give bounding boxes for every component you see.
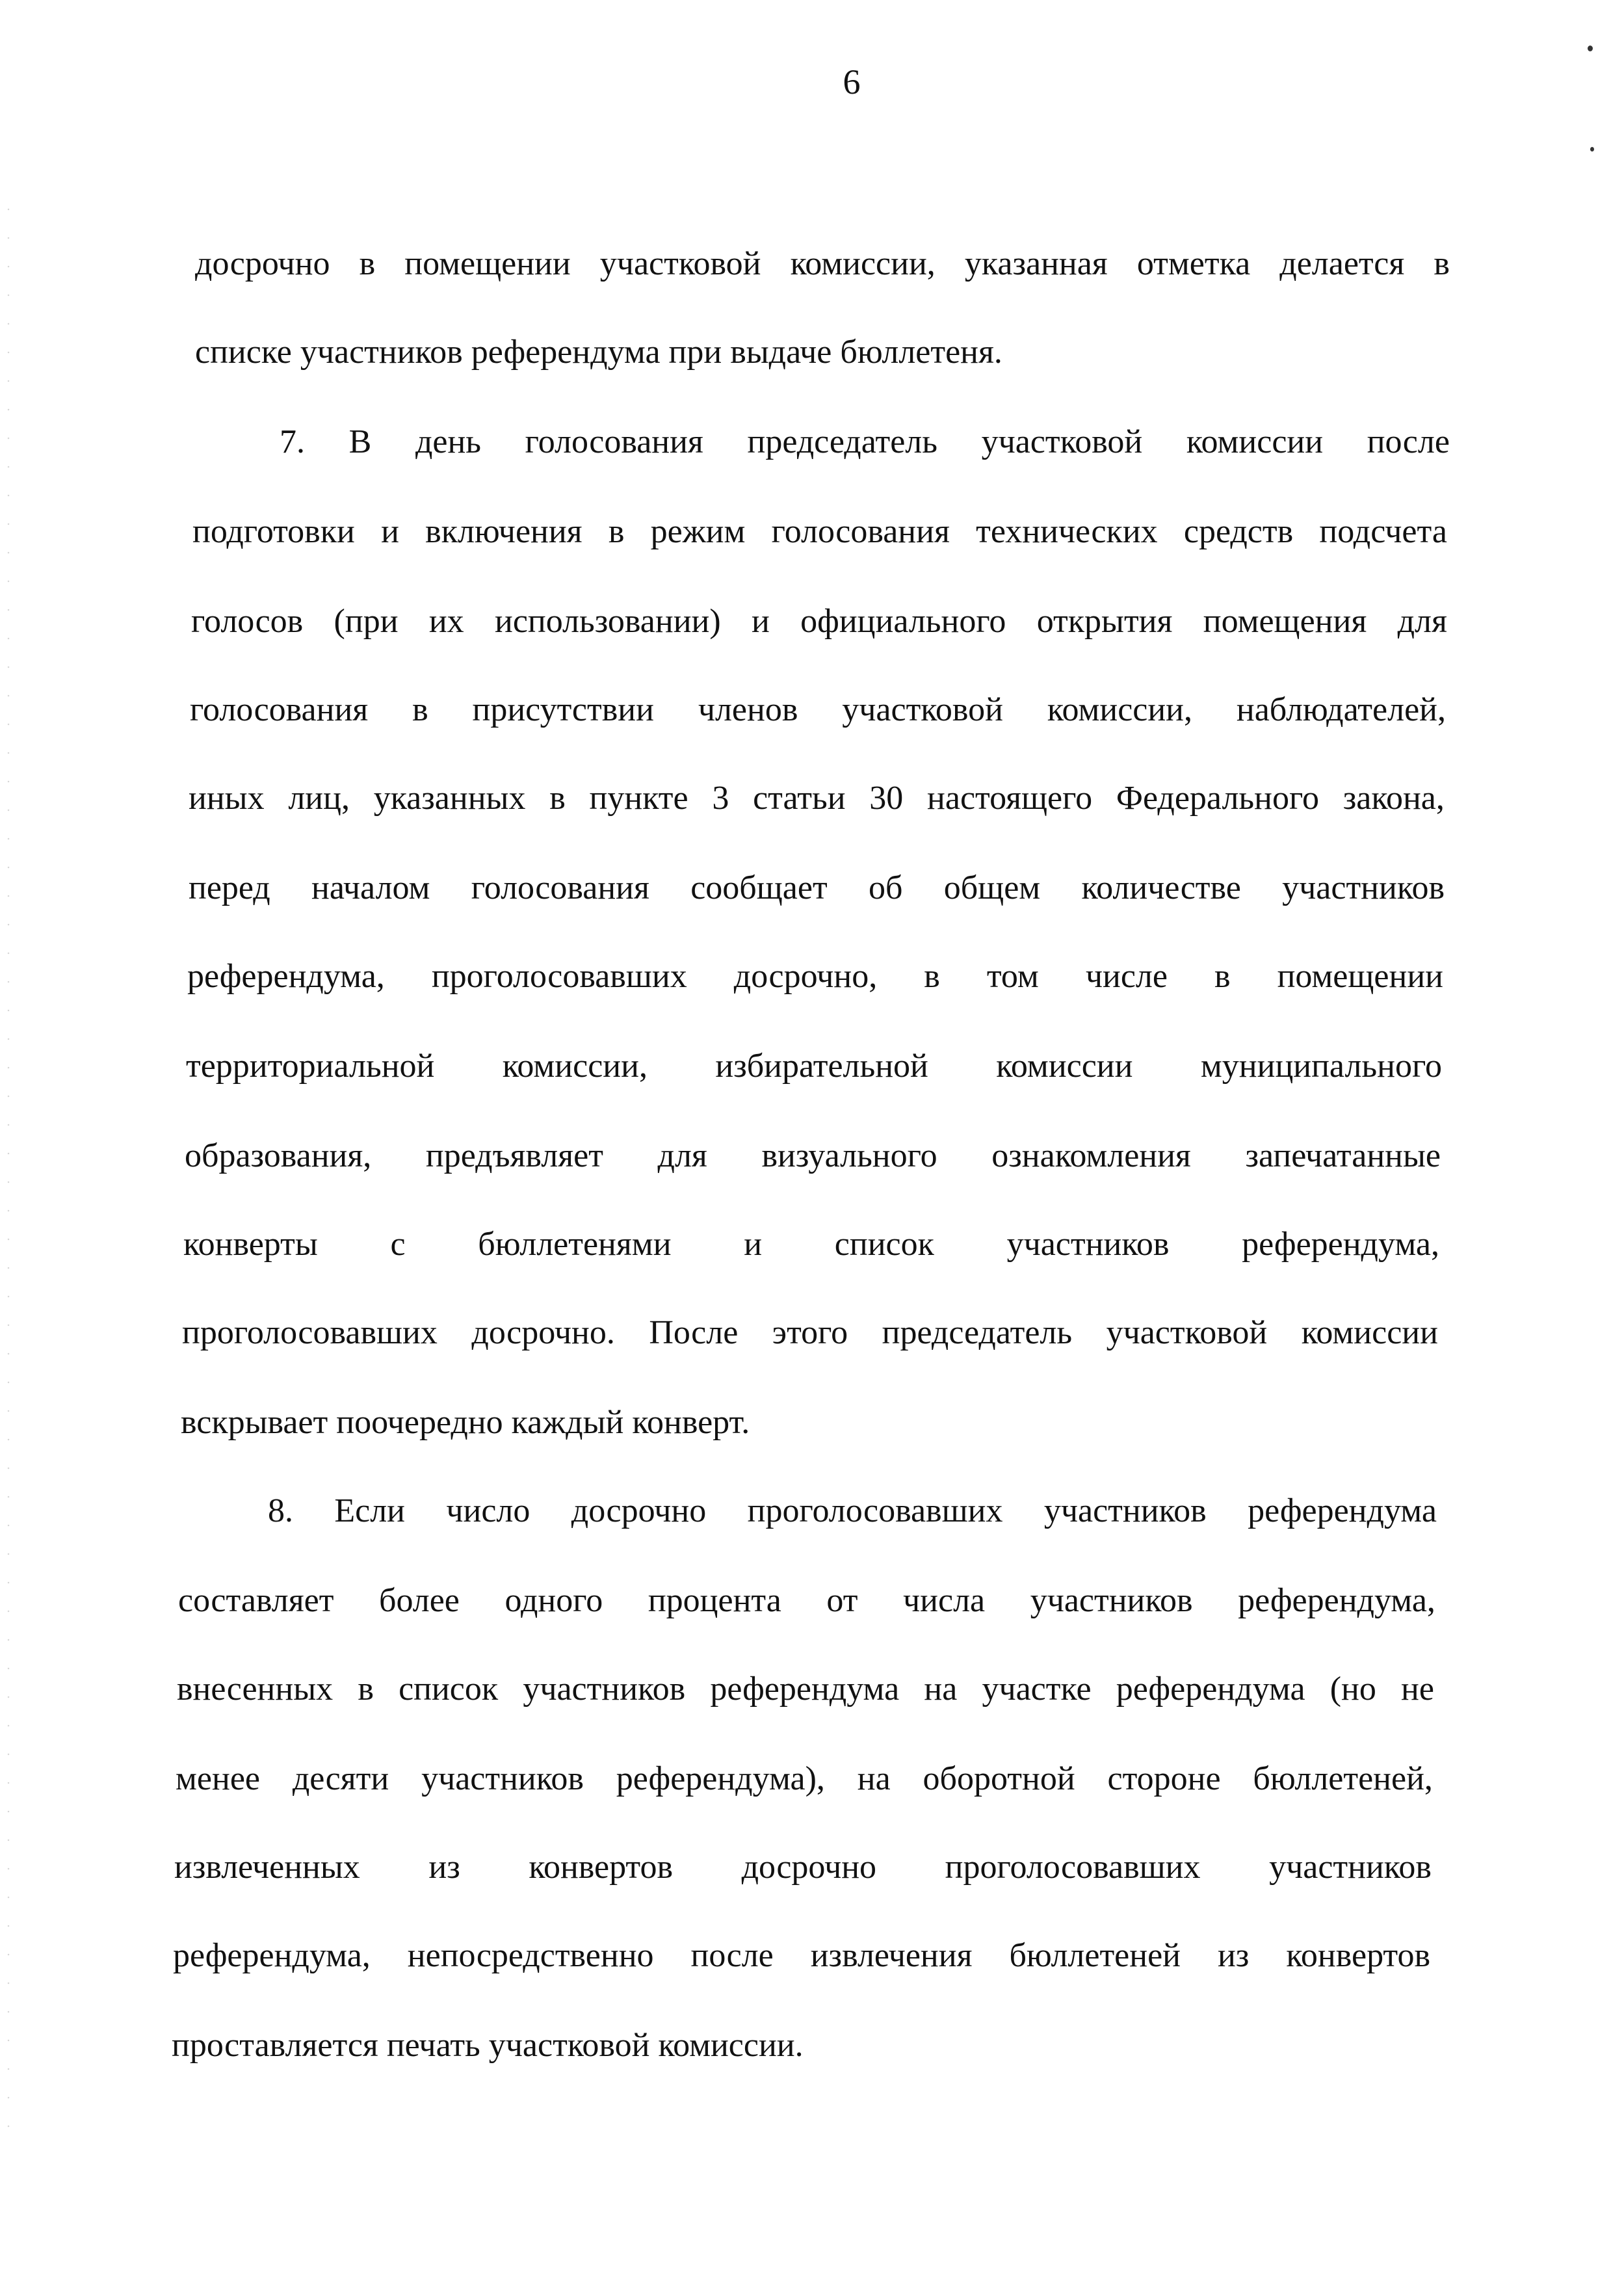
word: день <box>415 423 482 460</box>
text-line <box>176 1758 1433 1800</box>
word: сообщает <box>690 869 828 906</box>
word: референдума <box>1248 1492 1437 1529</box>
word: голосования <box>190 691 369 728</box>
word: общем <box>943 869 1041 906</box>
word: комиссии <box>996 1048 1133 1085</box>
word: список <box>834 1226 934 1263</box>
word: числа <box>903 1582 986 1619</box>
page-number: 6 <box>843 62 861 101</box>
word: на <box>924 1670 958 1707</box>
word: Федерального <box>1116 780 1319 817</box>
word: (при <box>334 603 399 640</box>
word: открытия <box>1036 603 1173 640</box>
word: статьи <box>753 780 846 817</box>
text-line <box>280 421 1450 463</box>
word: отметка <box>1136 245 1251 282</box>
word: более <box>379 1582 460 1619</box>
word: пункте <box>589 780 688 817</box>
word: от <box>826 1582 858 1619</box>
scan-speck <box>1588 46 1593 51</box>
word: в <box>1214 958 1231 995</box>
word: процента <box>648 1582 781 1619</box>
word: Если <box>334 1492 405 1529</box>
word: референдума), <box>616 1760 825 1797</box>
word: 8. <box>268 1492 293 1529</box>
word: указанная <box>964 245 1108 282</box>
text-line <box>182 1312 1438 1354</box>
word: досрочно <box>741 1849 877 1886</box>
word: 7. <box>280 423 305 460</box>
word: конвертов <box>529 1849 674 1886</box>
word: проголосовавших <box>431 958 687 995</box>
word: настоящего <box>927 780 1093 817</box>
word: участников <box>1282 869 1445 906</box>
word: референдума, <box>173 1937 371 1974</box>
word: образования, <box>185 1137 372 1174</box>
text-line: вскрывает поочередно каждый конверт. <box>181 1404 750 1441</box>
word: подсчета <box>1319 513 1447 550</box>
word: десяти <box>292 1760 389 1797</box>
word: на <box>857 1760 891 1797</box>
word: участковой <box>981 423 1143 460</box>
word: проголосовавших <box>182 1314 438 1351</box>
text-line: проставляется печать участковой комиссии. <box>172 2027 804 2064</box>
word: досрочно <box>195 245 330 282</box>
word: референдума <box>1116 1670 1305 1707</box>
word: началом <box>311 869 430 906</box>
word: в <box>412 691 428 728</box>
word: в <box>359 245 376 282</box>
word: составляет <box>178 1582 334 1619</box>
word: участковой <box>599 245 761 282</box>
word: извлечения <box>810 1937 973 1974</box>
text-line <box>183 1224 1439 1265</box>
word: с <box>390 1226 406 1263</box>
word: участковой <box>1106 1314 1268 1351</box>
word: присутствии <box>472 691 654 728</box>
text-line <box>185 1135 1441 1177</box>
word: число <box>446 1492 530 1529</box>
word: голосов <box>191 603 304 640</box>
word: об <box>868 869 903 906</box>
word: из <box>428 1849 460 1886</box>
text-line <box>187 956 1443 997</box>
word: участников <box>1043 1492 1207 1529</box>
word: средств <box>1183 513 1294 550</box>
word: для <box>1397 603 1447 640</box>
word: непосредственно <box>407 1937 654 1974</box>
word: председатель <box>882 1314 1073 1351</box>
word: участковой <box>842 691 1003 728</box>
word: иных <box>189 780 265 817</box>
word: участников <box>1030 1582 1193 1619</box>
word: досрочно. <box>471 1314 615 1351</box>
text-line <box>186 1046 1442 1087</box>
word: территориальной <box>186 1048 435 1085</box>
word: в <box>608 513 625 550</box>
word: помещении <box>404 245 571 282</box>
word: помещении <box>1277 958 1443 995</box>
word: председатель <box>747 423 937 460</box>
word: голосования <box>771 513 950 550</box>
text-line <box>195 243 1450 285</box>
word: участников <box>1006 1226 1170 1263</box>
word: внесенных <box>177 1670 334 1707</box>
word: ознакомления <box>991 1137 1191 1174</box>
word: предъявляет <box>425 1137 603 1174</box>
word: указанных <box>373 780 526 817</box>
word: запечатанные <box>1245 1137 1441 1174</box>
word: в <box>358 1670 374 1707</box>
word: том <box>986 958 1039 995</box>
word: досрочно <box>571 1492 707 1529</box>
word: подготовки <box>192 513 355 550</box>
word: в <box>1434 245 1450 282</box>
word: оборотной <box>923 1760 1075 1797</box>
word: комиссии, <box>502 1048 648 1085</box>
word: проголосовавших <box>747 1492 1003 1529</box>
word: для <box>657 1137 707 1174</box>
word: режим <box>650 513 746 550</box>
word: в <box>924 958 940 995</box>
word: референдума, <box>187 958 385 995</box>
word: делается <box>1279 245 1405 282</box>
text-line <box>177 1668 1434 1710</box>
word: конвертов <box>1286 1937 1430 1974</box>
word: комиссии <box>1301 1314 1438 1351</box>
word: не <box>1401 1670 1434 1707</box>
word: количестве <box>1081 869 1241 906</box>
word: комиссии, <box>1047 691 1193 728</box>
word: этого <box>772 1314 848 1351</box>
word: избирательной <box>715 1048 928 1085</box>
word: референдума <box>710 1670 900 1707</box>
word: референдума, <box>1238 1582 1435 1619</box>
text-line <box>189 867 1445 909</box>
word: муниципального <box>1200 1048 1442 1085</box>
word: и <box>752 603 770 640</box>
word: после <box>690 1937 774 1974</box>
scan-margin-artifact <box>7 195 10 2146</box>
word: список <box>399 1670 499 1707</box>
word: наблюдателей, <box>1236 691 1446 728</box>
word: и <box>381 513 399 550</box>
word: проголосовавших <box>945 1849 1201 1886</box>
text-line <box>191 601 1447 642</box>
word: голосования <box>471 869 649 906</box>
word: В <box>348 423 372 460</box>
word: бюллетенями <box>478 1226 672 1263</box>
word: после <box>1367 423 1450 460</box>
word: конверты <box>183 1226 318 1263</box>
word: включения <box>425 513 583 550</box>
word: закона, <box>1342 780 1445 817</box>
word: лиц, <box>288 780 350 817</box>
text-line <box>178 1580 1435 1622</box>
scan-speck <box>1590 147 1594 152</box>
word: 3 <box>712 780 729 817</box>
word: числе <box>1085 958 1168 995</box>
word: одного <box>504 1582 603 1619</box>
word: референдума, <box>1242 1226 1439 1263</box>
word: использовании) <box>494 603 721 640</box>
word: стороне <box>1107 1760 1221 1797</box>
word: помещения <box>1203 603 1367 640</box>
word: участников <box>523 1670 686 1707</box>
text-line <box>189 778 1445 819</box>
text-line <box>174 1847 1432 1888</box>
text-line: списке участников референдума при выдаче бюллетеня. <box>195 334 1002 371</box>
word: их <box>428 603 464 640</box>
word: извлеченных <box>174 1849 360 1886</box>
word: официального <box>800 603 1006 640</box>
word: 30 <box>869 780 904 817</box>
word: бюллетеней, <box>1253 1760 1433 1797</box>
word: в <box>549 780 566 817</box>
text-line <box>192 511 1447 553</box>
word: (но <box>1329 1670 1376 1707</box>
text-line <box>173 1935 1430 1977</box>
word: досрочно, <box>733 958 878 995</box>
word: комиссии <box>1186 423 1324 460</box>
word: членов <box>698 691 798 728</box>
word: участке <box>982 1670 1092 1707</box>
word: технических <box>976 513 1158 550</box>
word: комиссии, <box>790 245 936 282</box>
word: участников <box>1269 1849 1432 1886</box>
word: из <box>1217 1937 1250 1974</box>
word: менее <box>176 1760 260 1797</box>
text-line <box>268 1490 1437 1532</box>
text-line <box>190 689 1446 731</box>
word: визуального <box>761 1137 937 1174</box>
word: После <box>649 1314 739 1351</box>
word: участников <box>421 1760 584 1797</box>
word: голосования <box>525 423 703 460</box>
word: перед <box>189 869 270 906</box>
word: бюллетеней <box>1009 1937 1181 1974</box>
word: и <box>744 1226 763 1263</box>
